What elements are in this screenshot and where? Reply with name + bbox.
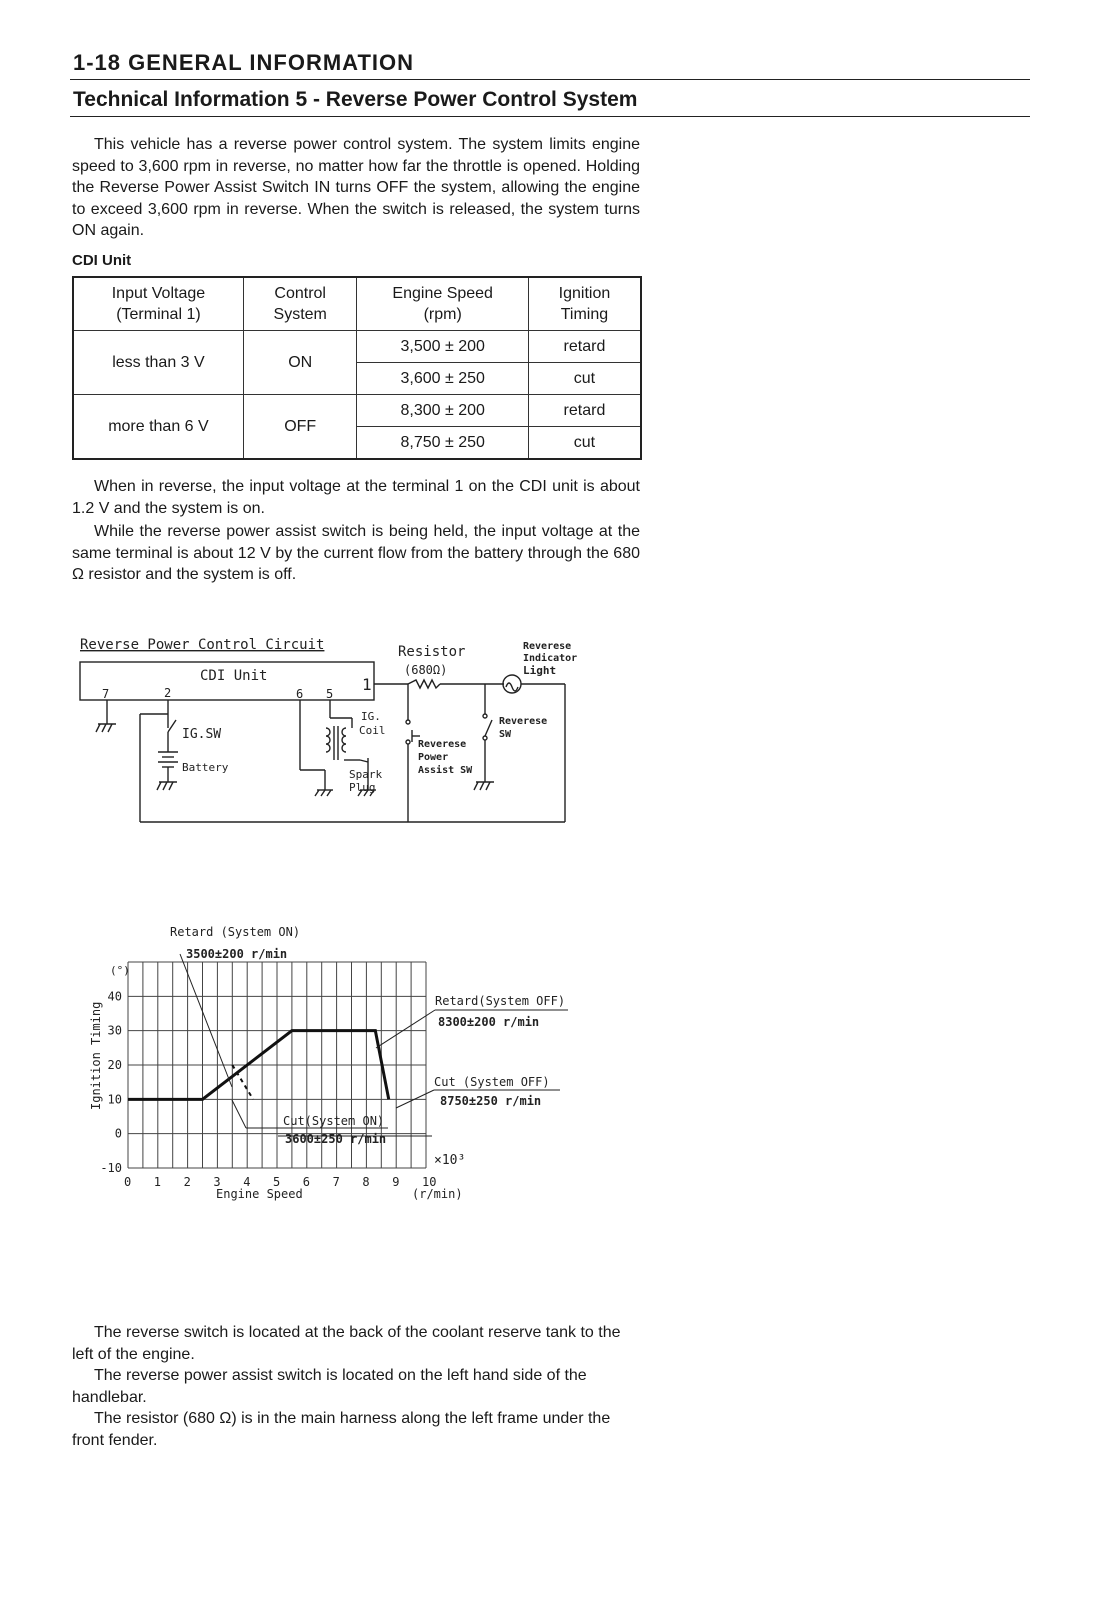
bottom-note: The reverse switch is located at the back of the coolant reserve tank to the left of the engine. (72, 1324, 621, 1363)
cell-speed: 3,600 ± 250 (357, 363, 528, 395)
cell-speed: 3,500 ± 200 (357, 331, 528, 363)
x-multiplier-label: ×10³ (434, 1153, 466, 1168)
assist-sw-label-1: Reverese (418, 739, 467, 750)
circuit-title: Reverse Power Control Circuit (80, 637, 325, 653)
annotation-cut-on-1: Cut(System ON) (283, 1114, 385, 1128)
ig-coil-label-2: Coil (359, 724, 386, 737)
annotation-retard-on-1: Retard (System ON) (170, 925, 301, 939)
x-tick-label: 7 (332, 1175, 340, 1189)
assist-sw-label-2: Power (418, 752, 449, 763)
x-tick-label: 5 (273, 1175, 281, 1189)
header-rule (70, 79, 1030, 80)
header-control-system: Control System (243, 277, 357, 331)
y-tick-label: 0 (114, 1126, 122, 1141)
annotation-retard-off-2: 8300±200 r/min (438, 1015, 540, 1029)
cell-voltage: more than 6 V (73, 395, 243, 460)
section-title: Technical Information 5 - Reverse Power Control System (73, 88, 638, 111)
annotation-retard-on-2: 3500±200 r/min (186, 947, 288, 961)
terminal-5-label: 5 (326, 687, 334, 701)
x-tick-label: 3 (213, 1175, 221, 1189)
cdi-table-label: CDI Unit (72, 252, 132, 269)
table-row (73, 395, 641, 427)
cell-system: ON (243, 331, 357, 395)
x-tick-label: 10 (422, 1175, 437, 1189)
section-rule (70, 116, 1030, 117)
cell-timing: cut (528, 363, 641, 395)
header-input-voltage: Input Voltage (Terminal 1) (73, 277, 243, 331)
annotation-retard-off-1: Retard(System OFF) (435, 994, 566, 1008)
battery-label: Battery (182, 761, 229, 774)
page-header-title: 1-18 GENERAL INFORMATION (73, 50, 414, 75)
reverse-sw-label-2: SW (499, 729, 512, 740)
header-engine-speed: Engine Speed (rpm) (357, 277, 528, 331)
y-axis-label: Ignition Timing (89, 1001, 103, 1110)
annotation-cut-off-2: 8750±250 r/min (440, 1094, 542, 1108)
ig-coil-label-1: IG. (361, 710, 381, 723)
x-tick-label: 2 (183, 1175, 191, 1189)
bottom-notes (72, 1322, 640, 1451)
assist-sw-label-3: Assist SW (418, 765, 473, 776)
cell-voltage: less than 3 V (73, 331, 243, 395)
cell-system: OFF (243, 395, 357, 460)
indicator-label-1: Reverese (523, 641, 572, 652)
intro-paragraph: This vehicle has a reverse power control system. The system limits engine speed to 3,600 rpm in reverse, no matter how far the throttle is opened. Holding the Reverse Power Assist Switch IN turns OFF the system, allowing the engine to exceed 3,600 rpm in reverse. When the switch is released, the system turns ON again. (72, 136, 640, 239)
table-header-row (73, 277, 641, 331)
indicator-label-2: Indicator (523, 653, 578, 664)
y-tick-label: 40 (107, 989, 122, 1004)
cell-speed: 8,750 ± 250 (357, 427, 528, 460)
spark-plug-label-2: Plug (349, 781, 376, 794)
resistor-value: (680Ω) (404, 663, 448, 677)
x-unit-label: (r/min) (412, 1187, 463, 1201)
terminal-7-label: 7 (102, 687, 110, 701)
indicator-light-symbol (503, 675, 521, 693)
cdi-unit-label: CDI Unit (200, 668, 268, 684)
y-unit-label: (°) (110, 964, 130, 977)
spark-plug-label-1: Spark (349, 768, 383, 781)
annotation-cut-off-1: Cut (System OFF) (434, 1075, 550, 1089)
reverse-switch-symbol (485, 720, 492, 736)
reverse-power-control-circuit (60, 637, 620, 840)
annotation-cut-on-2: 3600±250 r/min (285, 1132, 387, 1146)
bottom-note: The resistor (680 Ω) is in the main harness along the left frame under the front fender. (72, 1410, 611, 1449)
note-paragraph-1: When in reverse, the input voltage at the terminal 1 on the CDI unit is about 1.2 V and the system is on. (72, 478, 640, 517)
y-tick-label: -10 (100, 1161, 122, 1175)
x-tick-label: 4 (243, 1175, 251, 1189)
table-row (73, 331, 641, 363)
ig-sw-label: IG.SW (182, 727, 222, 742)
terminal-2-label: 2 (164, 686, 172, 700)
cell-speed: 8,300 ± 200 (357, 395, 528, 427)
x-tick-label: 9 (392, 1175, 400, 1189)
resistor-label: Resistor (398, 644, 466, 660)
cell-timing: retard (528, 331, 641, 363)
y-tick-label: 20 (107, 1058, 122, 1072)
x-tick-label: 1 (153, 1175, 162, 1189)
bottom-note: The reverse power assist switch is located on the left hand side of the handlebar. (72, 1367, 587, 1406)
terminal-1-label: 1 (362, 675, 372, 694)
cdi-unit-table (72, 276, 642, 460)
terminal-6-label: 6 (296, 687, 304, 701)
cell-timing: retard (528, 395, 641, 427)
ig-coil-symbol (326, 726, 346, 760)
ig-switch-symbol (168, 720, 176, 732)
y-tick-label: 10 (107, 1092, 122, 1107)
resistor-symbol (408, 680, 440, 688)
x-tick-label: 8 (362, 1175, 370, 1189)
x-tick-label: 0 (124, 1175, 132, 1189)
x-tick-label: 6 (302, 1175, 311, 1189)
header-ignition-timing: Ignition Timing (528, 277, 641, 331)
note-paragraph-2: While the reverse power assist switch is being held, the input voltage at the same terminal is about 12 V by the current flow from the battery through the 680 Ω resistor and the system is off. (72, 523, 640, 583)
cell-timing: cut (528, 427, 641, 460)
x-axis-label: Engine Speed (216, 1187, 303, 1201)
reverse-sw-label-1: Reverese (499, 716, 548, 727)
indicator-label-3: Light (523, 664, 557, 677)
ignition-timing-chart (60, 925, 620, 1220)
y-tick-label: 30 (107, 1023, 122, 1038)
